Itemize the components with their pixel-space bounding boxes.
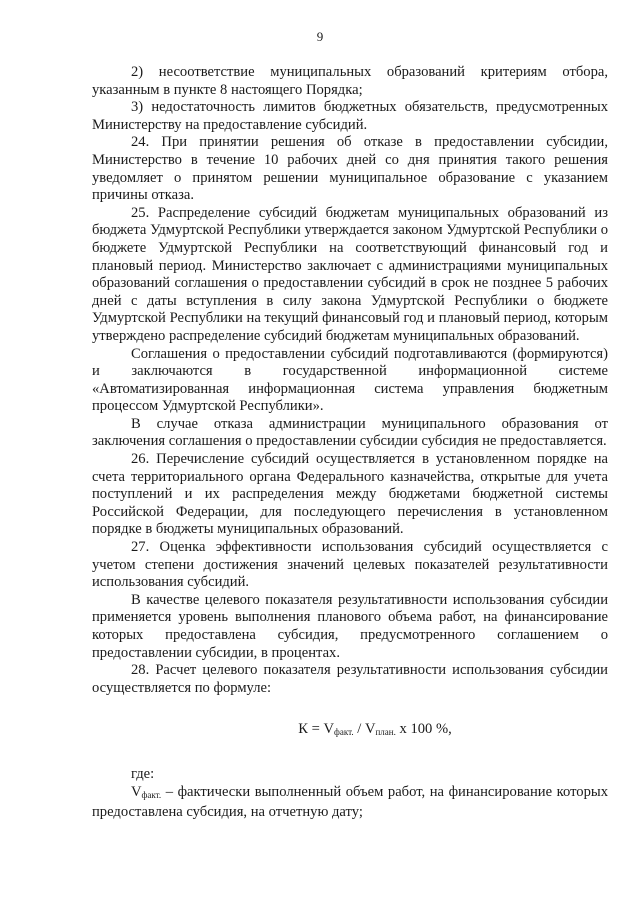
paragraph-25: 25. Распределение субсидий бюджетам муниципальных образований из бюджета Удмуртской Республики утверждается законом Удмуртской Республики о бюджете Удмуртской Республики на соответствующий финансовый год и плановый период. Министерство заключает с администрациями муниципальных образований соглашения о предоставлении субсидий в срок не позднее 5 рабочих дней с даты вступления в силу закона Удмуртской Республики о бюджете Удмуртской Республики на текущий финансовый год и плановый период, которым утверждено распределение субсидий бюджетам муниципальных образований. bbox=[92, 204, 608, 344]
formula bbox=[92, 721, 608, 742]
formula-lhs: К = V bbox=[298, 721, 334, 738]
definition-sub: факт. bbox=[141, 789, 162, 800]
paragraph-26: 26. Перечисление субсидий осуществляется в установленном порядке на счета территориального органа Федерального казначейства, открытые для учета поступлений и их распределения между бюджетами бюджетной системы Российской Федерации, для последующего перечисления в установленном порядке в бюджеты муниципальных образований. bbox=[92, 451, 608, 538]
formula-sub-plan: план. bbox=[375, 727, 396, 738]
definition-v-fact bbox=[92, 784, 608, 822]
definition-text: – фактически выполненный объем работ, на финансирование которых предоставлена субсидия, на отчетную дату; bbox=[92, 783, 608, 821]
definition-symbol: V bbox=[131, 783, 142, 800]
paragraph-27: 27. Оценка эффективности использования субсидий осуществляется с учетом степени достижения значений целевых показателей результативности использования субсидий. bbox=[92, 539, 608, 591]
paragraph-item-3: 3) недостаточность лимитов бюджетных обязательств, предусмотренных Министерству на предоставление субсидий. bbox=[92, 99, 608, 133]
formula-rhs: х 100 %, bbox=[395, 721, 452, 738]
page-number: 9 bbox=[316, 29, 324, 44]
formula-sub-fact: факт. bbox=[334, 727, 354, 738]
formula-divider: / V bbox=[353, 721, 376, 738]
paragraph-24: 24. При принятии решения об отказе в предоставлении субсидии, Министерство в течение 10 рабочих дней со дня принятия такого решения уведомляет о принятом решении муниципальное образование с указанием причины отказа. bbox=[92, 134, 608, 204]
paragraph-refusal: В случае отказа администрации муниципального образования от заключения соглашения о предоставлении субсидии субсидия не предоставляется. bbox=[92, 415, 608, 450]
paragraph-28: 28. Расчет целевого показателя результативности использования субсидии осуществляется по формуле: bbox=[92, 662, 608, 696]
paragraph-agreements: Соглашения о предоставлении субсидий подготавливаются (формируются) и заключаются в государственной информационной системе «Автоматизированная информационная система управления бюджетным процессом Удмуртской Республики». bbox=[92, 345, 608, 415]
paragraph-target-indicator: В качестве целевого показателя результативности использования субсидии применяется уровень выполнения планового объема работ, на финансирование которых предоставлена субсидия, предусмотренного соглашением о предоставлении субсидии, в процентах. bbox=[92, 591, 608, 661]
document-body bbox=[92, 64, 608, 822]
paragraph-item-2: 2) несоответствие муниципальных образований критериям отбора, указанным в пункте 8 настоящего Порядка; bbox=[92, 64, 608, 98]
where-label: где: bbox=[131, 765, 155, 782]
